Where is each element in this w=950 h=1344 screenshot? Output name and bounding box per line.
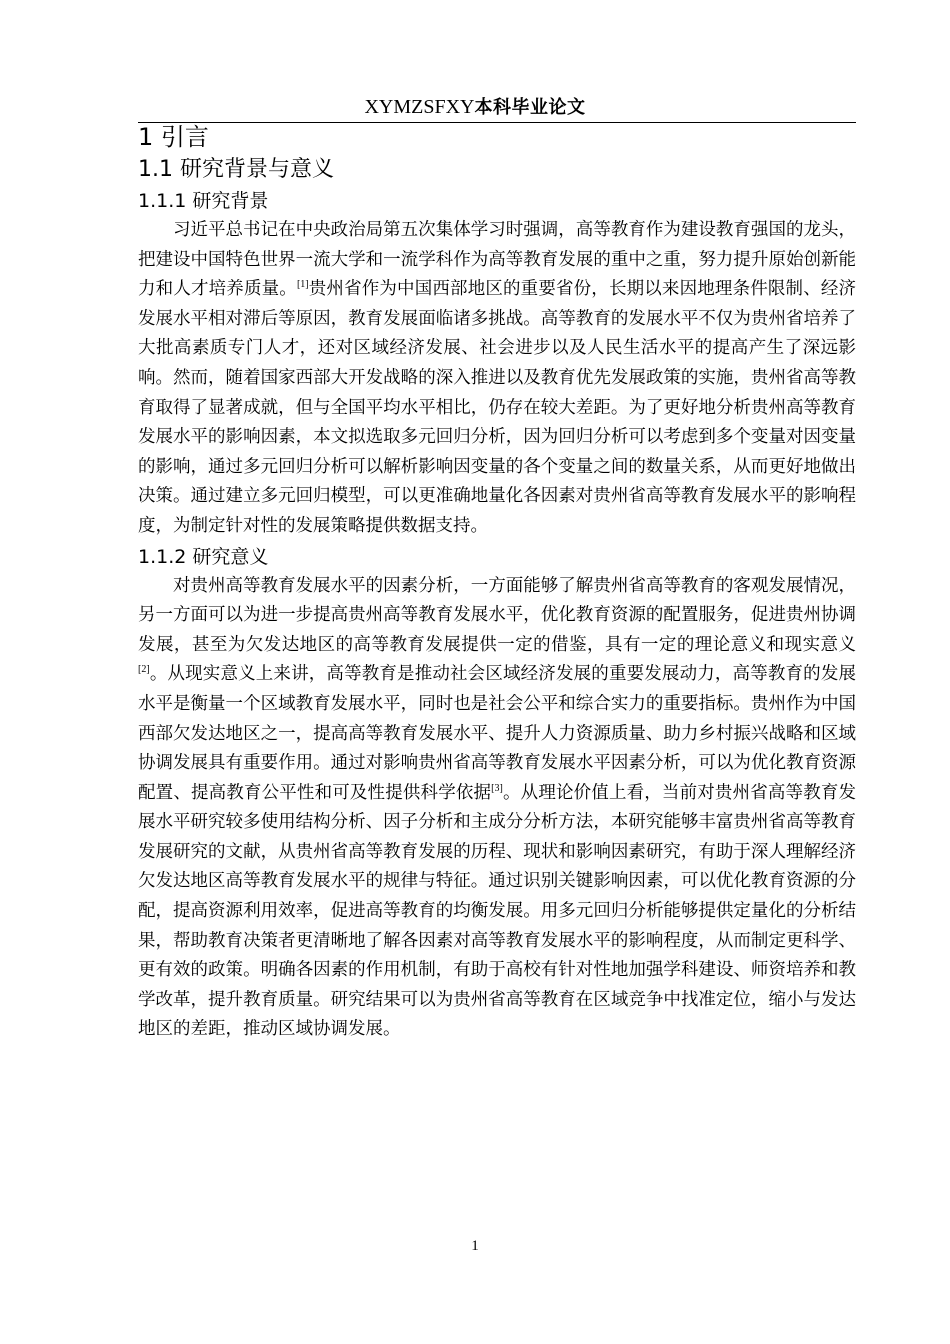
- header-title: 本科毕业论文: [474, 97, 586, 118]
- running-header: [0, 94, 950, 121]
- page-number: 1: [471, 1238, 479, 1254]
- heading-research-background: 1.1.1 研究背景: [138, 190, 269, 212]
- heading-research-significance: 1.1.2 研究意义: [138, 545, 269, 568]
- citation-3: [3]: [491, 782, 503, 794]
- paragraph-research-significance: [138, 572, 856, 1046]
- significance-text-2: 。从现实意义上来讲，高等教育是推动社会区域经济发展的重要发展动力，高等教育的发展水平是衡量一个区域教育发展水平，同时也是社会公平和综合实力的重要指标。贵州作为中国西部欠发达地区之一，提高高等教育发展水平、提升人力资源质量、助力乡村振兴战略和区域协调发展具有重要作用。通过对影响贵州省高等教育发展水平因素分析，可以为优化教育资源配置、提高教育公平性和可及性提供科学依据: [138, 664, 856, 803]
- heading-background-and-significance: 1.1 研究背景与意义: [138, 157, 334, 182]
- header-code: XYMZSFXY: [364, 96, 475, 118]
- heading-introduction: 1 引言: [138, 123, 209, 151]
- background-text-2: 贵州省作为中国西部地区的重要省份，长期以来因地理条件限制、经济发展水平相对滞后等原因，教育发展面临诸多挑战。高等教育的发展水平不仅为贵州省培养了大批高素质专门人才，还对区域经济发展、社会进步以及人民生活水平的提高产生了深远影响。然而，随着国家西部大开发战略的深入推进以及教育优先发展政策的实施，贵州省高等教育取得了显著成就，但与全国平均水平相比，仍存在较大差距。为了更好地分析贵州高等教育发展水平的影响因素，本文拟选取多元回归分析，因为回归分析可以考虑到多个变量对因变量的影响，通过多元回归分析可以解析影响因变量的各个变量之间的数量关系，从而更好地做出决策。通过建立多元回归模型，可以更准确地量化各因素对贵州省高等教育发展水平的影响程度，为制定针对性的发展策略提供数据支持。: [138, 279, 857, 536]
- significance-text-1: 对贵州高等教育发展水平的因素分析，一方面能够了解贵州省高等教育的客观发展情况，另一方面可以为进一步提高贵州高等教育发展水平，优化教育资源的配置服务，促进贵州协调发展，甚至为欠发达地区的高等教育发展提供一定的借鉴，具有一定的理论意义和现实意义: [138, 575, 856, 655]
- paragraph-research-background: [138, 216, 856, 542]
- significance-text-3: 。从理论价值上看，当前对贵州省高等教育发展水平研究较多使用结构分析、因子分析和主成分分析方法，本研究能够丰富贵州省高等教育发展研究的文献，从贵州省高等教育发展的历程、现状和影响因素研究，有助于深人理解经济欠发达地区高等教育发展水平的规律与特征。通过识别关键影响因素，可以优化教育资源的分配，提高资源利用效率，促进高等教育的均衡发展。用多元回归分析能够提供定量化的分析结果，帮助教育决策者更清晰地了解各因素对高等教育发展水平的影响程度，从而制定更科学、更有效的政策。明确各因素的作用机制，有助于高校有针对性地加强学科建设、师资培养和教学改革，提升教育质量。研究结果可以为贵州省高等教育在区域竞争中找准定位，缩小与发达地区的差距，推动区域协调发展。: [138, 782, 857, 1040]
- citation-1: [1]: [296, 279, 309, 291]
- page-content: [138, 120, 856, 1045]
- citation-2: [2]: [138, 664, 150, 676]
- background-text-1: 习近平总书记在中央政治局第五次集体学习时强调，高等教育作为建设教育强国的龙头，把建设中国特色世界一流大学和一流学科作为高等教育发展的重中之重，努力提升原始创新能力和人才培养质量。: [138, 220, 856, 300]
